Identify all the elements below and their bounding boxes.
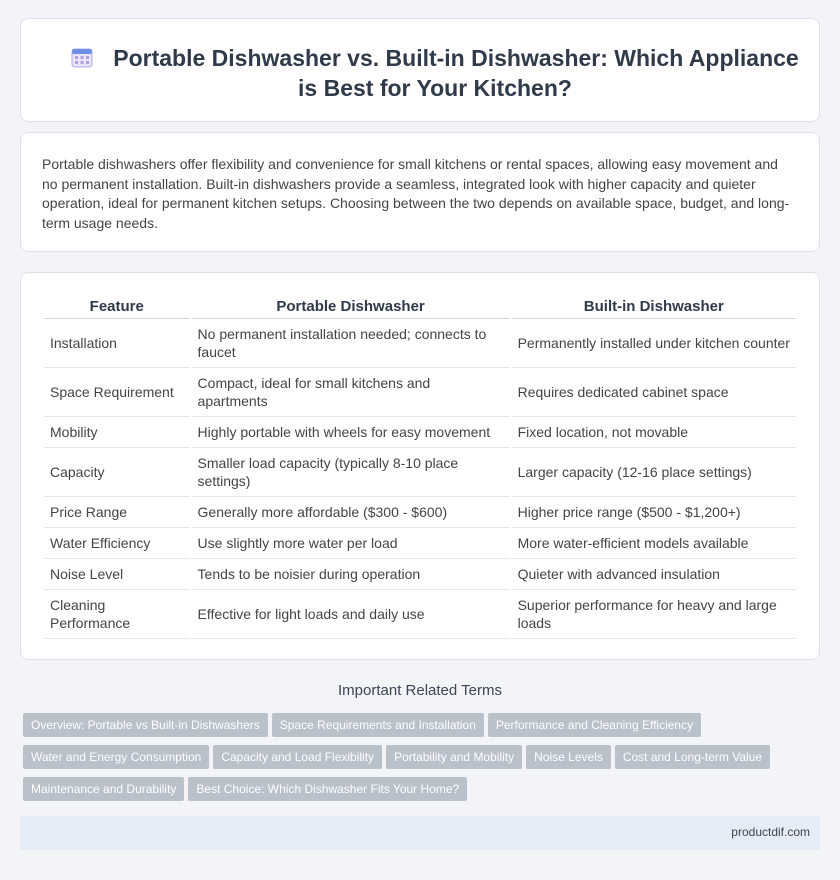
tag-link[interactable]: Overview: Portable vs Built-in Dishwashers [23, 713, 268, 737]
tag-link[interactable]: Cost and Long-term Value [615, 745, 770, 769]
row-built-in: Requires dedicated cabinet space [512, 368, 796, 417]
row-built-in: Fixed location, not movable [512, 417, 796, 448]
calendar-icon [71, 46, 93, 68]
intro-card [20, 132, 820, 252]
header-card [20, 18, 820, 122]
row-portable: Compact, ideal for small kitchens and apartments [192, 368, 510, 417]
comparison-table [42, 295, 798, 639]
row-built-in: Higher price range ($500 - $1,200+) [512, 497, 796, 528]
table-row [44, 417, 796, 448]
row-feature: Cleaning Performance [44, 590, 190, 639]
tag-link[interactable]: Performance and Cleaning Efficiency [488, 713, 701, 737]
comparison-table-card [20, 272, 820, 660]
table-row [44, 590, 796, 639]
row-feature: Mobility [44, 417, 190, 448]
tag-link[interactable]: Capacity and Load Flexibility [213, 745, 382, 769]
row-built-in: Superior performance for heavy and large loads [512, 590, 796, 639]
table-header-row [44, 295, 796, 319]
row-portable: Effective for light loads and daily use [192, 590, 510, 639]
footer-site-link[interactable]: productdif.com [731, 825, 810, 839]
tag-link[interactable]: Noise Levels [526, 745, 611, 769]
table-row [44, 528, 796, 559]
table-row [44, 559, 796, 590]
table-row [44, 497, 796, 528]
tag-link[interactable]: Space Requirements and Installation [272, 713, 484, 737]
row-portable: Use slightly more water per load [192, 528, 510, 559]
header-portable: Portable Dishwasher [192, 295, 510, 319]
table-row [44, 319, 796, 368]
row-built-in: Larger capacity (12-16 place settings) [512, 448, 796, 497]
row-portable: No permanent installation needed; connects to faucet [192, 319, 510, 368]
row-portable: Tends to be noisier during operation [192, 559, 510, 590]
row-portable: Smaller load capacity (typically 8-10 place settings) [192, 448, 510, 497]
row-built-in: More water-efficient models available [512, 528, 796, 559]
header-feature: Feature [44, 295, 190, 319]
related-terms-tags [23, 713, 803, 809]
row-feature: Noise Level [44, 559, 190, 590]
intro-text: Portable dishwashers offer flexibility and convenience for small kitchens or rental spaces, allowing easy movement and no permanent installation. Built-in dishwashers provide a seamless, integrated look with higher capacity and quieter operation, ideal for permanent kitchen setups. Choosing between the two depends on available space, budget, and long-term usage needs. [42, 156, 790, 231]
tag-link[interactable]: Best Choice: Which Dishwasher Fits Your Home? [188, 777, 467, 801]
row-feature: Space Requirement [44, 368, 190, 417]
tag-link[interactable]: Maintenance and Durability [23, 777, 184, 801]
row-built-in: Quieter with advanced insulation [512, 559, 796, 590]
footer [20, 816, 820, 850]
row-feature: Price Range [44, 497, 190, 528]
tag-link[interactable]: Water and Energy Consumption [23, 745, 209, 769]
table-row [44, 368, 796, 417]
header-built-in: Built-in Dishwasher [512, 295, 796, 319]
row-feature: Capacity [44, 448, 190, 497]
row-feature: Water Efficiency [44, 528, 190, 559]
row-portable: Highly portable with wheels for easy movement [192, 417, 510, 448]
row-built-in: Permanently installed under kitchen counter [512, 319, 796, 368]
page-title-text: Portable Dishwasher vs. Built-in Dishwasher: Which Appliance is Best for Your Kitchen? [113, 45, 799, 101]
tag-link[interactable]: Portability and Mobility [386, 745, 522, 769]
page-title [71, 43, 799, 103]
related-terms-title: Important Related Terms [338, 682, 502, 699]
row-portable: Generally more affordable ($300 - $600) [192, 497, 510, 528]
table-row [44, 448, 796, 497]
row-feature: Installation [44, 319, 190, 368]
